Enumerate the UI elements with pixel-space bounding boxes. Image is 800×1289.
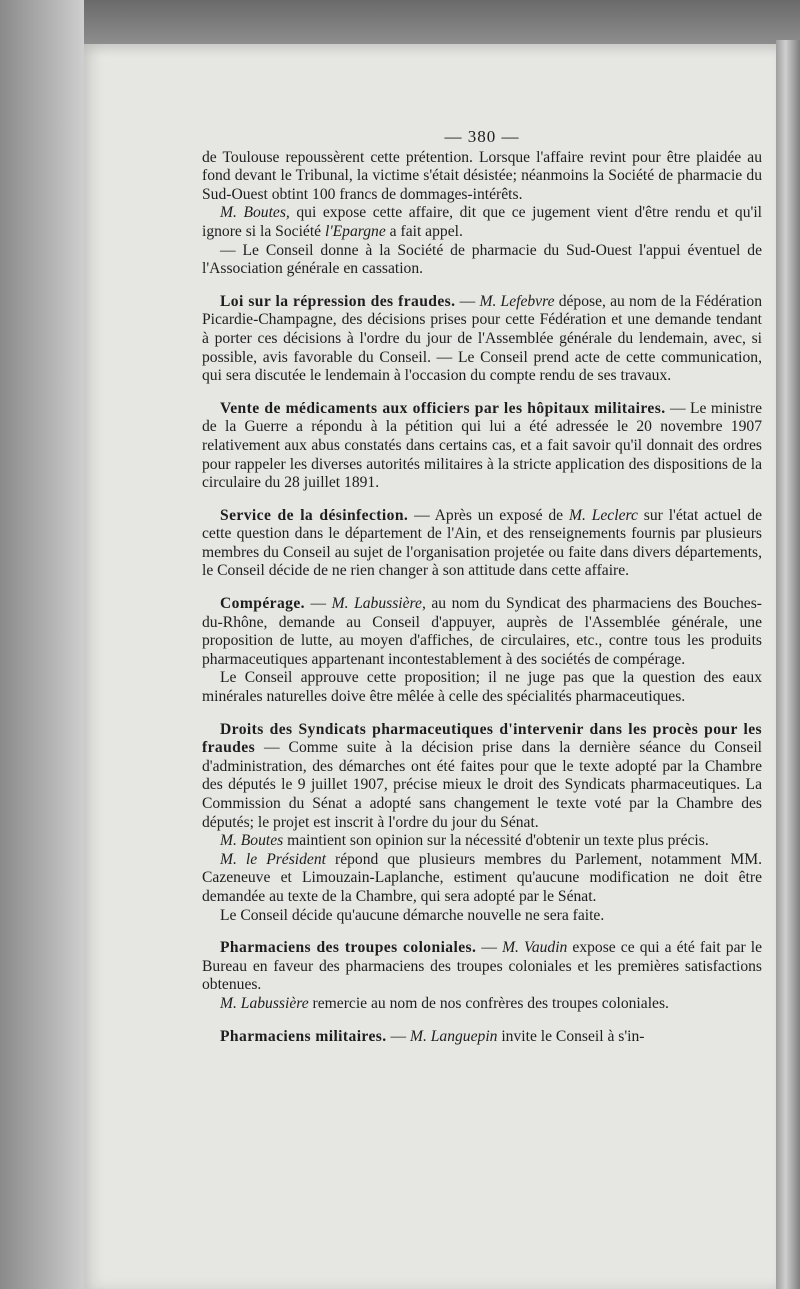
scan-right-edge	[776, 40, 800, 1289]
scan-top-border	[0, 0, 800, 44]
speaker-name: M. Languepin	[409, 1027, 498, 1045]
section-vente: Vente de médicaments aux officiers par les hôpitaux militaires. — Le ministre de la Guerre a répondu à la pétition qui lui a été adressée le 20 novembre 1907 relativement aux abus constatés dans certains cas, et a fait savoir qu'il donnait des ordres pour rappeler les diverses autorités militaires à la stricte application des dispositions de la circulaire du 28 juillet 1891.	[202, 399, 762, 492]
section-heading: Loi sur la répression des fraudes.	[220, 292, 456, 310]
section-coloniales: Pharmaciens des troupes coloniales. — M. Vaudin expose ce qui a été fait par le Bureau en faveur des pharmaciens des troupes coloniales et les premières satisfactions obtenues.	[202, 939, 762, 994]
section-comperage-decision: Le Conseil approuve cette proposition; il ne juge pas que la question des eaux minérales naturelles doive être mêlée à celle des spécialités pharmaceutiques.	[202, 669, 762, 706]
section-heading: Pharmaciens militaires.	[220, 1027, 387, 1045]
section-loi: Loi sur la répression des fraudes. — M. Lefebvre dépose, au nom de la Fédération Picardie-Champagne, des décisions prises pour cette Fédération et une demande tendant à porter ces décisions à l'ordre du jour de l'Assemblée générale du lendemain, avec, si possible, avis favorable du Conseil. — Le Conseil prend acte de cette communication, qui sera discutée le lendemain à l'occasion du compte rendu de ses travaux.	[202, 292, 762, 385]
speaker-name: M. Leclerc	[568, 506, 638, 524]
section-coloniales-thanks: M. Labussière remercie au nom de nos confrères des troupes coloniales.	[220, 994, 669, 1012]
section-service: Service de la désinfection. — Après un exposé de M. Leclerc sur l'état actuel de cette question dans le département de l'Ain, et des renseignements fournis par plusieurs membres du Conseil au sujet de l'organisation projetée ou faite dans divers départements, le Conseil décide de ne rien changer à son attitude dans cette affaire.	[202, 506, 763, 580]
page-text	[202, 128, 762, 1046]
speaker-name: M. Lefebvre	[479, 292, 555, 310]
speaker-name: M. Boutes	[220, 832, 284, 850]
intro-paragraph-conseil: — Le Conseil donne à la Société de pharmacie du Sud-Ouest l'appui éventuel de l'Association générale en cassation.	[202, 241, 762, 278]
section-droits-decision: Le Conseil décide qu'aucune démarche nouvelle ne sera faite.	[220, 906, 605, 924]
page-number: — 380 —	[444, 127, 520, 146]
scan-left-border	[0, 0, 84, 1289]
intro-paragraph-boutes: M. Boutes, qui expose cette affaire, dit que ce jugement vient d'être rendu et qu'il ignore si la Société l'Epargne a fait appel.	[202, 204, 762, 240]
speaker-name: M. Vaudin	[502, 939, 568, 957]
section-heading: Droits des Syndicats pharmaceutiques d'intervenir dans les procès pour les fraudes	[202, 720, 762, 757]
section-comperage: Compérage. — M. Labussière, au nom du Syndicat des pharmaciens des Bouches-du-Rhône, demande au Conseil d'appuyer, auprès de l'Assemblée générale, une proposition de lutte, au moyen d'affiches, de circulaires, etc., contre tous les produits pharmaceutiques appartenant incontestablement à des sociétés de compérage.	[202, 595, 762, 668]
speaker-name: M. Boutes,	[220, 204, 290, 222]
intro-paragraph: de Toulouse repoussèrent cette prétention. Lorsque l'affaire revint pour être plaidée au fond devant le Tribunal, la victime s'était désistée; néanmoins la Société de pharmacie du Sud-Ouest obtint 100 francs de dommages-intérêts.	[202, 148, 762, 203]
speaker-name: M. Labussière	[220, 994, 309, 1012]
section-heading: Service de la désinfection.	[220, 506, 409, 524]
speaker-name: M. Labussière,	[331, 595, 426, 613]
section-heading: Compérage.	[220, 595, 305, 613]
section-heading: Pharmaciens des troupes coloniales.	[220, 939, 477, 957]
section-droits-boutes: M. Boutes maintient son opinion sur la nécessité d'obtenir un texte plus précis.	[220, 832, 709, 850]
section-militaires: Pharmaciens militaires. — M. Languepin invite le Conseil à s'in-	[220, 1027, 645, 1045]
section-droits: Droits des Syndicats pharmaceutiques d'intervenir dans les procès pour les fraudes — Comme suite à la décision prise dans la dernière séance du Conseil d'administration, des démarches ont été faites pour que le texte adopté par la Chambre des députés le 9 juillet 1907, précise mieux le droit des Syndicats pharmaceutiques. La Commission du Sénat a adopté sans changement le texte voté par la Chambre des députés; le projet est inscrit à l'ordre du jour du Sénat.	[202, 720, 762, 831]
section-heading: Vente de médicaments aux officiers par les hôpitaux militaires.	[220, 399, 666, 417]
speaker-name: M. le Président	[220, 850, 326, 868]
section-droits-president: M. le Président répond que plusieurs membres du Parlement, notamment MM. Cazeneuve et Limouzain-Laplanche, estiment qu'aucune modification ne doit être demandée au texte de la Chambre, qui sera adopté par le Sénat.	[202, 850, 762, 905]
